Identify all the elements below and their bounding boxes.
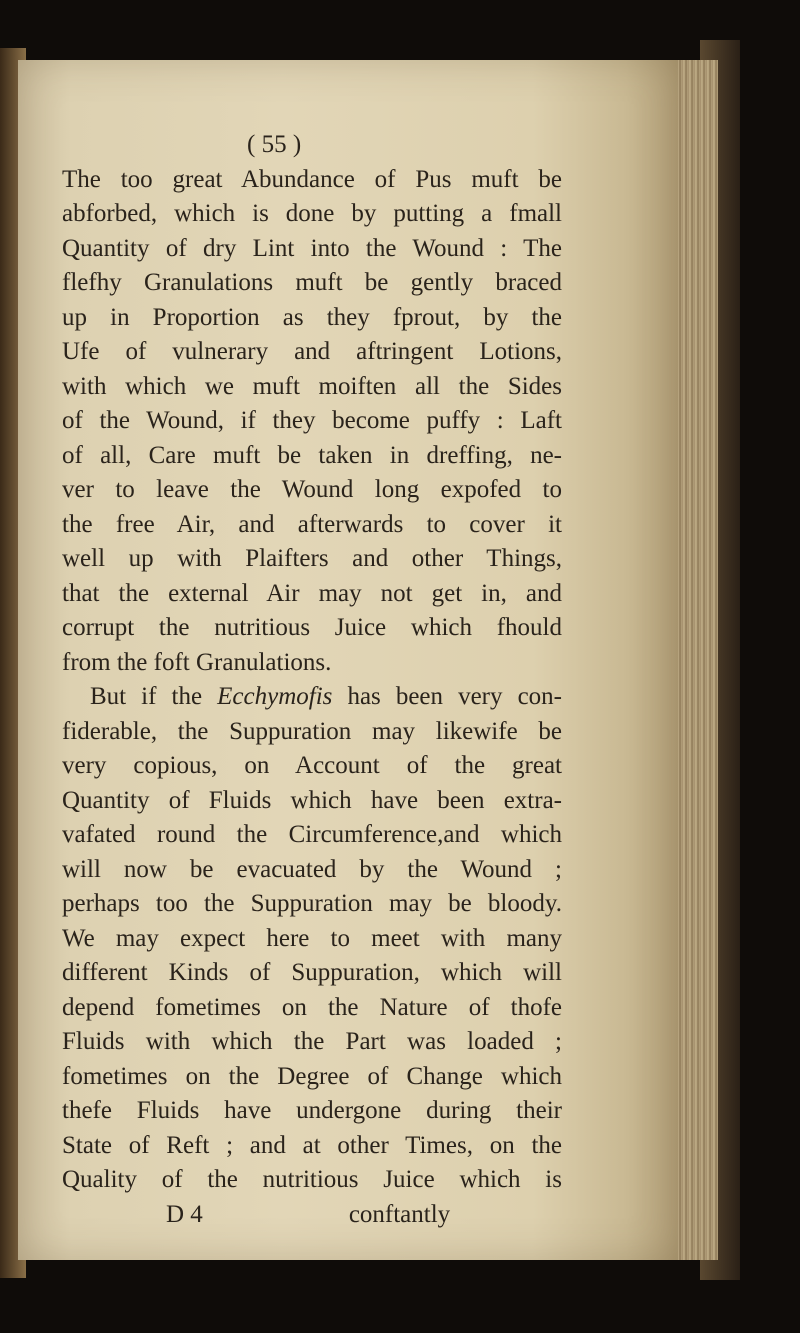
text-line: up in Proportion as they fprout, by the bbox=[62, 303, 562, 331]
text-line: flefhy Granulations muft be gently braced bbox=[62, 269, 562, 296]
text-line: fometimes on the Degree of Change which bbox=[62, 1062, 562, 1090]
text-line: with which we muft moiften all the Sides bbox=[62, 372, 562, 400]
signature-mark: D 4 bbox=[166, 1200, 203, 1228]
italic-term: Ecchymofis bbox=[217, 683, 333, 710]
text-run: has been very con- bbox=[332, 683, 562, 710]
text-line: Ufe of vulnerary and aftringent Lotions, bbox=[62, 338, 562, 365]
text-line: corrupt the nutritious Juice which fhould bbox=[62, 614, 562, 641]
text-line: different Kinds of Suppuration, which will bbox=[62, 959, 562, 986]
text-line: Quality of the nutritious Juice which is bbox=[62, 1166, 562, 1193]
text-line: of the Wound, if they become puffy : Laft bbox=[62, 407, 562, 434]
catchword: conftantly bbox=[348, 1200, 451, 1228]
footer-line bbox=[62, 1198, 562, 1233]
text-line: of all, Care muft be taken in dreffing, ne- bbox=[62, 441, 562, 469]
text-line: from the foft Granulations. bbox=[62, 648, 332, 676]
text-line: thefe Fluids have undergone during their bbox=[62, 1097, 562, 1124]
text-line: Quantity of dry Lint into the Wound : The bbox=[62, 234, 562, 262]
text-line: Fluids with which the Part was loaded ; bbox=[62, 1028, 562, 1055]
text-line: State of Reft ; and at other Times, on the bbox=[62, 1131, 562, 1159]
text-line: fiderable, the Suppuration may likewife be bbox=[62, 717, 562, 745]
text-line: abforbed, which is done by putting a fmall bbox=[62, 200, 562, 227]
text-line: vafated round the Circumference,and which bbox=[62, 821, 562, 848]
text-line: ver to leave the Wound long expofed to bbox=[62, 476, 562, 503]
page-text bbox=[62, 128, 562, 1232]
text-line: that the external Air may not get in, and bbox=[62, 579, 562, 607]
text-line: Quantity of Fluids which have been extra- bbox=[62, 786, 562, 814]
text-line: will now be evacuated by the Wound ; bbox=[62, 855, 562, 883]
text-line: We may expect here to meet with many bbox=[62, 924, 562, 952]
paragraph-start-line bbox=[62, 680, 562, 715]
text-run: But if the bbox=[90, 683, 218, 710]
text-line: well up with Plaifters and other Things, bbox=[62, 545, 562, 572]
text-line: depend fometimes on the Nature of thofe bbox=[62, 993, 562, 1021]
text-line: The too great Abundance of Pus muft be bbox=[62, 165, 562, 193]
text-line: the free Air, and afterwards to cover it bbox=[62, 510, 562, 538]
text-line: very copious, on Account of the great bbox=[62, 752, 562, 779]
page-number: ( 55 ) bbox=[247, 131, 302, 158]
text-line: perhaps too the Suppuration may be bloody. bbox=[62, 890, 562, 917]
